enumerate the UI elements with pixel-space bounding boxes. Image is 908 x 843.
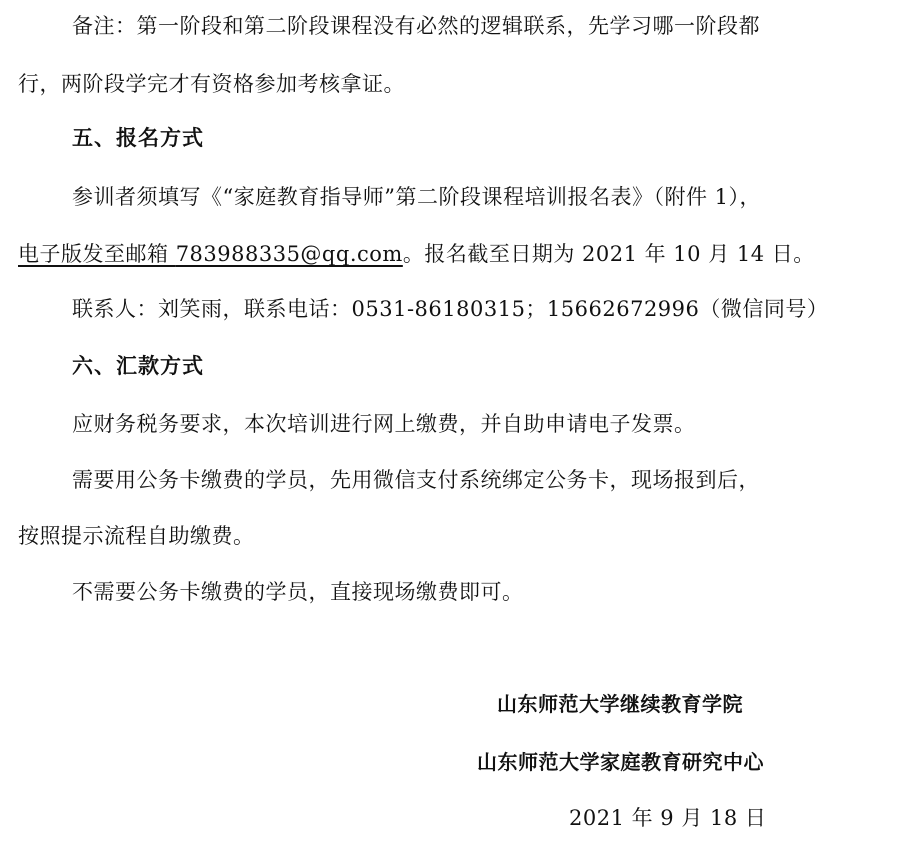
registration-paragraph-line-2 xyxy=(18,240,815,268)
section-6-heading: 六、汇款方式 xyxy=(72,354,204,378)
signature-date: 2021 年 9 月 18 日 xyxy=(569,806,767,830)
payment-paragraph-1: 应财务税务要求，本次培训进行网上缴费，并自助申请电子发票。 xyxy=(72,412,696,436)
deadline-text: 。报名截至日期为 2021 年 10 月 14 日。 xyxy=(402,242,815,266)
signature-org-2: 山东师范大学家庭教育研究中心 xyxy=(477,750,764,774)
section-5-heading: 五、报名方式 xyxy=(72,126,204,150)
payment-paragraph-3: 不需要公务卡缴费的学员，直接现场缴费即可。 xyxy=(72,580,524,604)
contact-line: 联系人：刘笑雨，联系电话：0531-86180315；15662672996（微信同号） xyxy=(72,297,829,321)
registration-paragraph-line-1: 参训者须填写《“家庭教育指导师”第二阶段课程培训报名表》（附件 1）， xyxy=(72,185,762,209)
email-prefix: 电子版发至邮箱 xyxy=(18,242,176,266)
payment-paragraph-2-line-1: 需要用公务卡缴费的学员，先用微信支付系统绑定公务卡，现场报到后， xyxy=(72,468,760,492)
payment-paragraph-2-line-2: 按照提示流程自助缴费。 xyxy=(18,524,255,548)
remark-line-1: 备注：第一阶段和第二阶段课程没有必然的逻辑联系，先学习哪一阶段都 xyxy=(72,14,760,38)
email-address: 783988335@qq.com xyxy=(175,242,403,266)
signature-org-1: 山东师范大学继续教育学院 xyxy=(497,692,743,716)
remark-line-2: 行，两阶段学完才有资格参加考核拿证。 xyxy=(18,72,405,96)
email-link[interactable] xyxy=(18,242,403,266)
